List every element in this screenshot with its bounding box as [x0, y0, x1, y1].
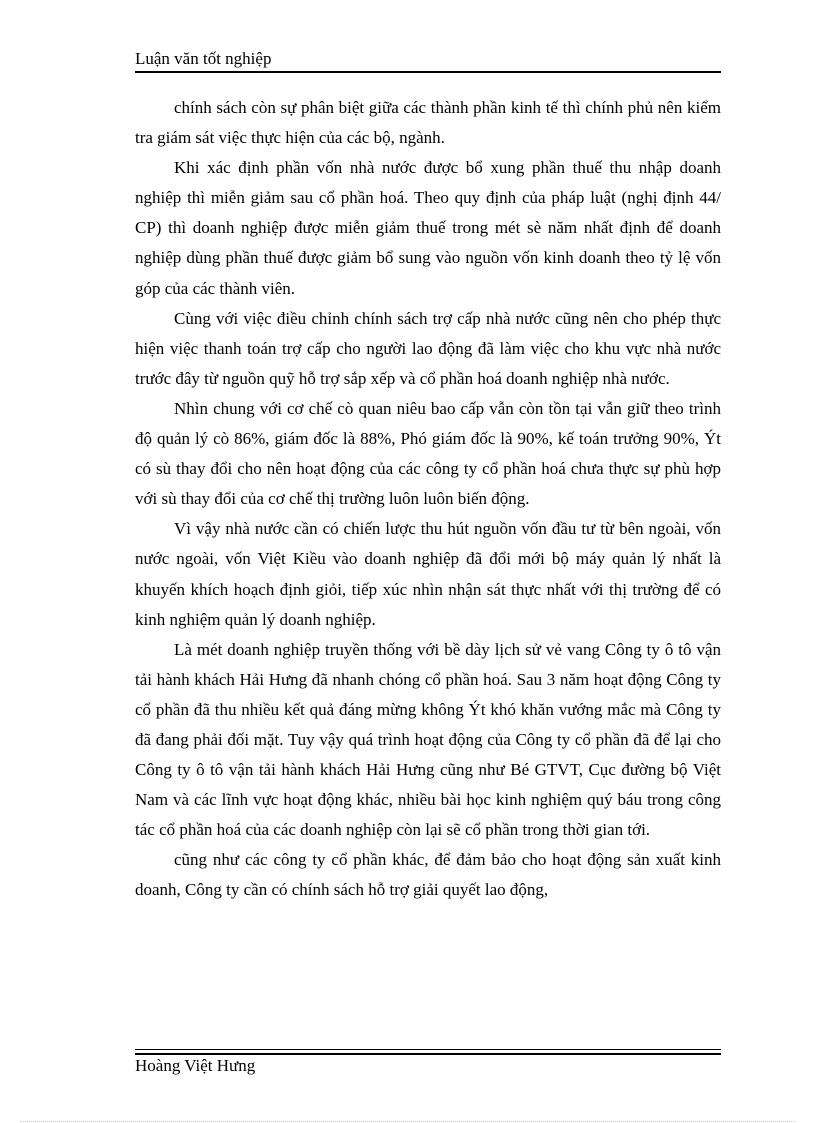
page-footer-author: Hoàng Việt Hưng: [135, 1056, 256, 1075]
paragraph: Khi xác định phần vốn nhà nước được bổ xung phần thuế thu nhập doanh nghiệp thì miễn giảm sau cổ phần hoá. Theo quy định của pháp luật (nghị định 44/ CP) thì doanh nghiệp được miễn giảm thuế trong mét sè năm nhất định để doanh nghiệp dùng phần thuế được giảm bổ sung vào nguồn vốn kinh doanh theo tỷ lệ vốn góp của các thành viên.: [135, 158, 721, 298]
paragraph: cũng như các công ty cổ phần khác, để đảm bảo cho hoạt động sản xuất kinh doanh, Công ty cần có chính sách hỗ trợ giải quyết lao động,: [135, 850, 721, 900]
paragraph: Là mét doanh nghiệp truyền thống với bề dày lịch sử vẻ vang Công ty ô tô vận tải hành khách Hải Hưng đã nhanh chóng cổ phần hoá. Sau 3 năm hoạt động Công ty cổ phần đã thu nhiều kết quả đáng mừng không Ýt khó khăn vướng mắc mà Công ty đã đang phải đối mặt. Tuy vậy quá trình hoạt động của Công ty cổ phần đã để lại cho Công ty ô tô vận tải hành khách Hải Hưng cũng như Bé GTVT, Cục đường bộ Việt Nam và các lĩnh vực hoạt động khác, nhiều bài học kinh nghiệm quý báu trong công tác cổ phần hoá của các doanh nghiệp còn lại sẽ cổ phần trong thời gian tới.: [135, 639, 721, 840]
page-header-title: Luận văn tốt nghiệp: [135, 49, 272, 68]
paragraph: Vì vậy nhà nước cần có chiến lược thu hút nguồn vốn đầu tư từ bên ngoài, vốn nước ngoài, vốn Việt Kiều vào doanh nghiệp đã đổi mới bộ máy quản lý nhất là khuyến khích hoạch định giỏi, tiếp xúc nhìn nhận sát thực nhất với thị trường để có kinh nghiệm quản lý doanh nghiệp.: [135, 519, 721, 629]
page-bottom-border: [20, 1121, 796, 1122]
paragraph: Nhìn chung với cơ chế cò quan niêu bao cấp vẫn còn tồn tại vẫn giữ theo trình độ quản lý cò 86%, giám đốc là 88%, Phó giám đốc là 90%, kế toán trưởng 90%, Ýt có sù thay đổi cho nên hoạt động của các công ty cổ phần hoá chưa thực sự phù hợp với sù thay đổi của cơ chế thị trường luôn luôn biến động.: [135, 398, 721, 509]
header-divider: [135, 71, 721, 73]
paragraph: Cùng với việc điều chỉnh chính sách trợ cấp nhà nước cũng nên cho phép thực hiện việc thanh toán trợ cấp cho người lao động đã làm việc cho khu vực nhà nước trước đây từ nguồn quỹ hỗ trợ sắp xếp và cổ phần hoá doanh nghiệp nhà nước.: [135, 308, 721, 388]
document-body: [135, 93, 721, 906]
paragraph: chính sách còn sự phân biệt giữa các thành phần kinh tế thì chính phủ nên kiểm tra giám sát việc thực hiện của các bộ, ngành.: [135, 98, 721, 148]
